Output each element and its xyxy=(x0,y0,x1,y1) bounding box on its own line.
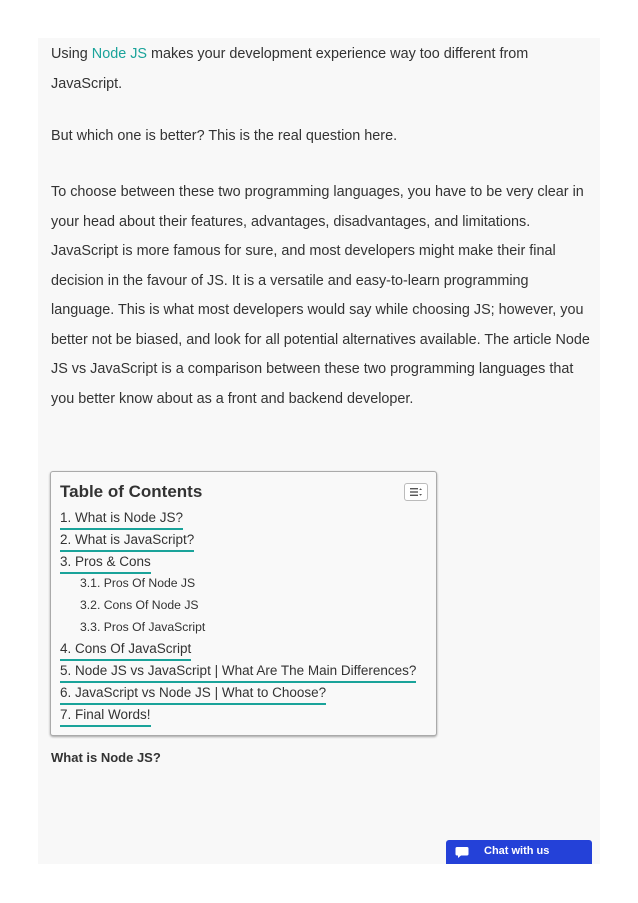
chat-label: Chat with us xyxy=(484,845,550,857)
section-heading: What is Node JS? xyxy=(51,750,161,765)
question-paragraph: But which one is better? This is the real question here. xyxy=(51,128,398,144)
table-of-contents xyxy=(50,471,437,736)
chat-with-us-button[interactable] xyxy=(446,840,592,864)
chat-bubble-icon xyxy=(455,846,469,859)
toc-link-pros-of-javascript[interactable]: 3.3. Pros Of JavaScript xyxy=(80,620,206,634)
toc-link-cons-of-javascript[interactable]: 4. Cons Of JavaScript xyxy=(60,640,191,661)
toc-toggle-button[interactable] xyxy=(404,483,428,501)
toc-link-main-differences[interactable]: 5. Node JS vs JavaScript | What Are The Main Differences? xyxy=(60,662,416,683)
list-toggle-icon xyxy=(410,487,422,497)
intro-paragraph xyxy=(51,40,591,99)
toc-link-what-is-javascript[interactable]: 2. What is JavaScript? xyxy=(60,531,194,552)
toc-link-what-to-choose[interactable]: 6. JavaScript vs Node JS | What to Choose? xyxy=(60,684,326,705)
intro-text-after: makes your development experience way too different from JavaScript. xyxy=(51,46,529,92)
intro-text-before: Using xyxy=(51,46,92,62)
toc-link-final-words[interactable]: 7. Final Words! xyxy=(60,706,151,727)
toc-link-what-is-node-js[interactable]: 1. What is Node JS? xyxy=(60,509,183,530)
node-js-link[interactable]: Node JS xyxy=(91,46,147,62)
toc-link-pros-cons[interactable]: 3. Pros & Cons xyxy=(60,553,151,574)
toc-link-cons-of-node-js[interactable]: 3.2. Cons Of Node JS xyxy=(80,598,199,612)
article-page xyxy=(38,38,600,864)
body-paragraph: To choose between these two programming languages, you have to be very clear in your head about their features, advantages, disadvantages, and limitations. JavaScript is more famous for sure, and most developers might make their final decision in the favour of JS. It is a versatile and easy-to-learn programming language. This is what most developers would say while choosing JS; however, you better not be biased, and look for all potential alternatives available. The article Node JS vs JavaScript is a comparison between these two programming languages that you better know about as a front and backend developer. xyxy=(51,184,590,407)
toc-title: Table of Contents xyxy=(60,482,203,501)
toc-link-pros-of-node-js[interactable]: 3.1. Pros Of Node JS xyxy=(80,576,196,590)
